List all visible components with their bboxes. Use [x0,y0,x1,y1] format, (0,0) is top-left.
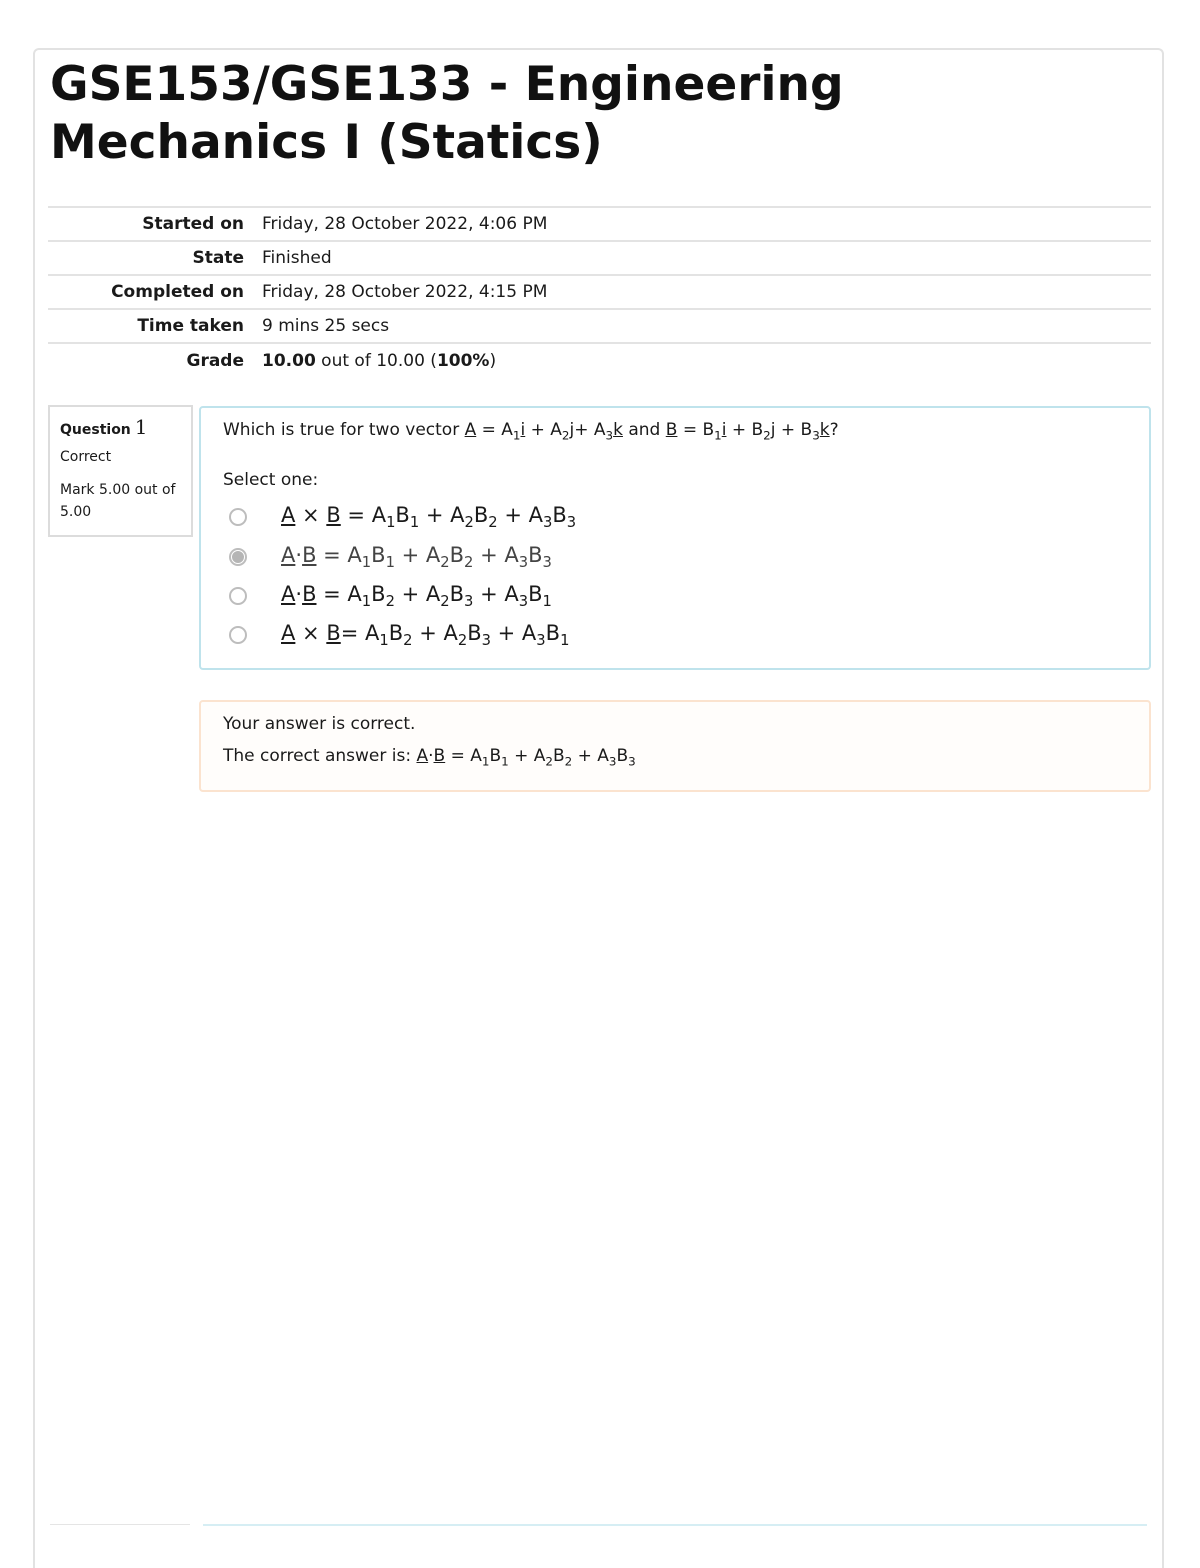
grade-close: ) [489,350,497,371]
page-title: GSE153/GSE133 - Engineering Mechanics I (Statics) [50,57,844,170]
answer-radio-a[interactable] [229,508,247,526]
question-text-intro: Which is true for two vector [223,420,465,440]
feedback-text: Your answer is correct. [223,714,416,734]
state-value: Finished [262,248,332,268]
question-number-line [60,415,181,439]
grade-value [262,343,1151,377]
answer-label-b: $A\cdot B = A_1B_1 + A_2B_2 + A_3B_3$ [281,542,552,572]
answer-radio-d[interactable] [229,626,247,644]
grade-percent: 100% [436,350,490,371]
answer-option-a[interactable] [229,500,576,534]
answer-radio-b[interactable] [229,548,247,566]
select-one-prompt: Select one: [223,470,319,490]
answer-option-d[interactable] [229,618,569,652]
correct-answer-label: The correct answer is: [223,746,417,766]
correct-answer-text: The correct answer is: $A\cdot B = A_1B_1 + A_2B_2 + A_3B_3$ [223,746,636,769]
started-label: Started on [142,214,244,234]
question-formulation [199,406,1151,670]
grade-score: 10.00 [262,350,316,371]
completed-label: Completed on [111,282,244,302]
next-question-formulation-edge [203,1524,1147,1526]
answer-radio-c[interactable] [229,587,247,605]
time-taken-label: Time taken [137,316,244,336]
summary-row-completed [48,275,1151,309]
time-taken-value: 9 mins 25 secs [262,316,390,336]
quiz-summary-table [48,206,1151,377]
started-value: Friday, 28 October 2022, 4:06 PM [262,214,548,234]
question-mark: Mark 5.00 out of 5.00 [60,482,176,520]
question-number: 1 [134,415,148,439]
question-label: Question [60,422,131,438]
completed-value: Friday, 28 October 2022, 4:15 PM [262,282,548,302]
answer-label-c: $A\cdot B = A_1B_2 + A_2B_3 + A_3B_1$ [281,581,552,611]
summary-row-state [48,241,1151,275]
answer-label-a: $A \times B = A_1B_1 + A_2B_2 + A_3B_3$ [281,502,577,532]
answer-label-d: $A \times B= A_1B_2 + A_2B_3 + A_3B_1$ [281,620,570,650]
summary-row-grade [48,343,1151,377]
summary-row-time [48,309,1151,343]
grade-label: Grade [186,350,244,371]
question-state: Correct [60,449,112,465]
next-question-info-edge [50,1524,190,1525]
answer-option-c[interactable] [229,579,552,613]
answer-feedback-box [199,700,1151,792]
question-info-box [48,405,193,537]
answer-option-b[interactable] [229,540,552,574]
grade-out-of: out of 10.00 ( [315,350,437,371]
question-text: Which is true for two vector $A = A_1i + A_2j+ A_3k$ and $B = B_1i + B_2j + B_3k$? [223,420,839,443]
summary-row-started [48,207,1151,241]
state-label: State [192,248,244,268]
